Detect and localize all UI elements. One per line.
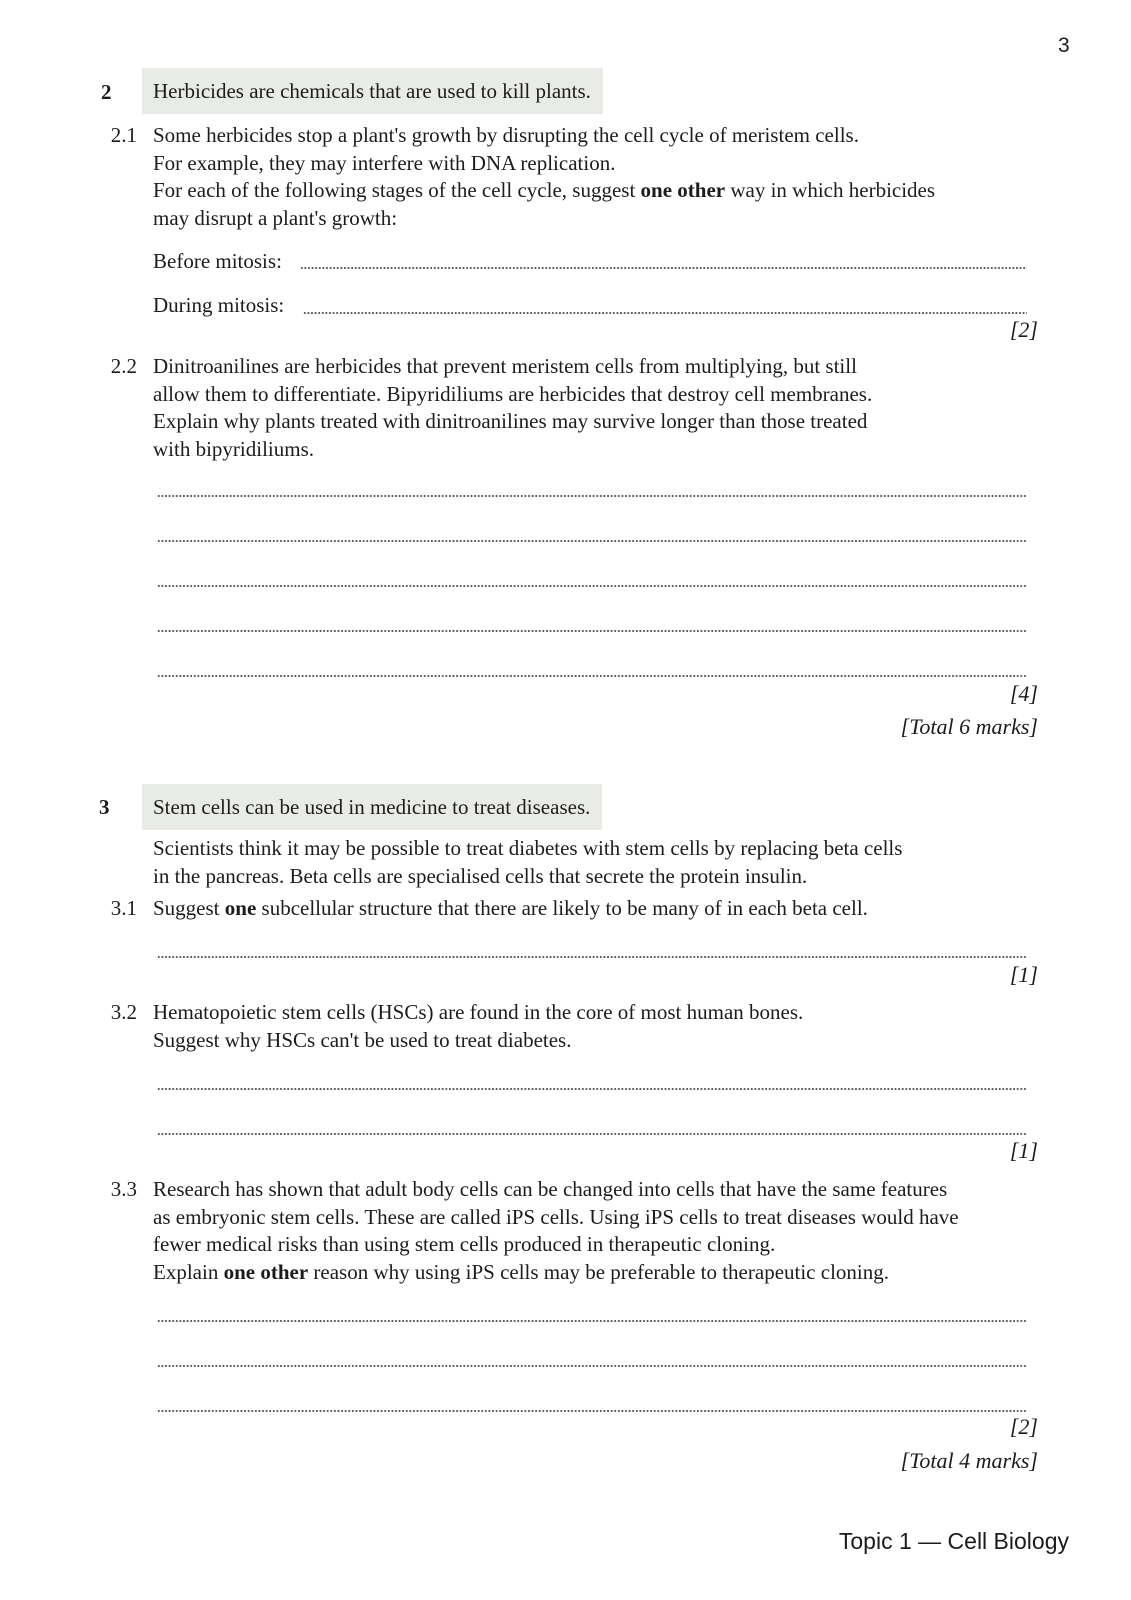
question-2-intro: Herbicides are chemicals that are used to kill plants.	[142, 68, 603, 114]
question-3-3-line-1: Research has shown that adult body cells can be changed into cells that have the same features	[153, 1177, 948, 1201]
answer-line[interactable]	[157, 1088, 1027, 1090]
line-text: reason why using iPS cells may be preferable to therapeutic cloning.	[308, 1259, 889, 1284]
question-3-1-text	[153, 895, 1053, 923]
question-2-2-number: 2.2	[110, 354, 137, 378]
question-3-context	[153, 835, 1053, 890]
question-3-2-text	[153, 999, 1053, 1054]
question-3-3-marks: [2]	[1009, 1414, 1038, 1439]
question-3-1-marks: [1]	[1009, 962, 1038, 987]
question-2-1-line-2: For example, they may interfere with DNA replication.	[153, 150, 616, 175]
emphasis: one other	[223, 1259, 309, 1284]
answer-line[interactable]	[157, 585, 1027, 587]
before-mitosis-answer-line[interactable]	[300, 267, 1027, 269]
answer-line[interactable]	[157, 495, 1027, 497]
answer-line[interactable]	[157, 1133, 1027, 1135]
question-2-2-line-1: Dinitroanilines are herbicides that prevent meristem cells from multiplying, but still	[153, 354, 857, 378]
question-2-2-marks: [4]	[1009, 681, 1038, 706]
during-mitosis-label: During mitosis:	[153, 293, 285, 317]
question-2-2-line-2: allow them to differentiate. Bipyridiliums are herbicides that destroy cell membranes.	[153, 381, 873, 406]
before-mitosis-label: Before mitosis:	[153, 249, 282, 273]
answer-line[interactable]	[157, 540, 1027, 542]
question-3-3-line-2: as embryonic stem cells. These are called iPS cells. Using iPS cells to treat diseases would have	[153, 1204, 959, 1229]
page-number: 3	[1058, 34, 1070, 57]
question-3-2-line-2: Suggest why HSCs can't be used to treat diabetes.	[153, 1027, 572, 1052]
question-2-2-line-3: Explain why plants treated with dinitroanilines may survive longer than those treated	[153, 409, 868, 433]
question-3-3-line-4	[153, 1259, 1073, 1287]
answer-line[interactable]	[157, 630, 1027, 632]
line-text: For each of the following stages of the cell cycle, suggest	[153, 178, 641, 202]
question-2-1-number: 2.1	[110, 123, 137, 147]
emphasis: one other	[640, 178, 726, 202]
emphasis: one	[224, 896, 257, 920]
question-2-1-marks: [2]	[1009, 317, 1038, 342]
answer-line[interactable]	[157, 675, 1027, 677]
question-2-number: 2	[101, 80, 112, 104]
question-3-context-line-1: Scientists think it may be possible to treat diabetes with stem cells by replacing beta cells	[153, 836, 903, 860]
answer-line[interactable]	[157, 956, 1027, 958]
question-3-3-line-3: fewer medical risks than using stem cells produced in therapeutic cloning.	[153, 1232, 776, 1256]
question-3-2-marks: [1]	[1009, 1138, 1038, 1163]
answer-line[interactable]	[157, 1365, 1027, 1367]
question-3-2-number: 3.2	[110, 1000, 137, 1024]
question-3-1-number: 3.1	[110, 896, 137, 920]
line-text: Explain	[153, 1259, 224, 1284]
question-3-intro: Stem cells can be used in medicine to treat diseases.	[142, 784, 602, 830]
question-2-total-marks: [Total 6 marks]	[900, 714, 1038, 739]
question-3-2-line-1: Hematopoietic stem cells (HSCs) are found in the core of most human bones.	[153, 1000, 804, 1024]
answer-line[interactable]	[157, 1410, 1027, 1412]
footer-topic: Topic 1 — Cell Biology	[838, 1528, 1069, 1554]
question-2-1-line-3	[153, 177, 1053, 205]
question-3-total-marks: [Total 4 marks]	[900, 1448, 1038, 1473]
answer-line[interactable]	[157, 1320, 1027, 1322]
question-2-2-line-4: with bipyridiliums.	[153, 436, 315, 461]
question-3-3-number: 3.3	[110, 1177, 137, 1201]
question-2-1-line-1: Some herbicides stop a plant's growth by disrupting the cell cycle of meristem cells.	[153, 123, 859, 147]
question-3-number: 3	[99, 795, 110, 819]
line-text: subcellular structure that there are likely to be many of in each beta cell.	[256, 896, 868, 920]
line-text: way in which herbicides	[725, 178, 936, 202]
question-3-3-text	[153, 1176, 1073, 1286]
question-2-2-text	[153, 353, 1053, 463]
question-2-1-line-4: may disrupt a plant's growth:	[153, 205, 398, 230]
question-3-context-line-2: in the pancreas. Beta cells are specialised cells that secrete the protein insulin.	[153, 863, 808, 888]
line-text: Suggest	[153, 896, 225, 920]
question-2-1-text	[153, 122, 1053, 232]
during-mitosis-answer-line[interactable]	[303, 312, 1027, 314]
